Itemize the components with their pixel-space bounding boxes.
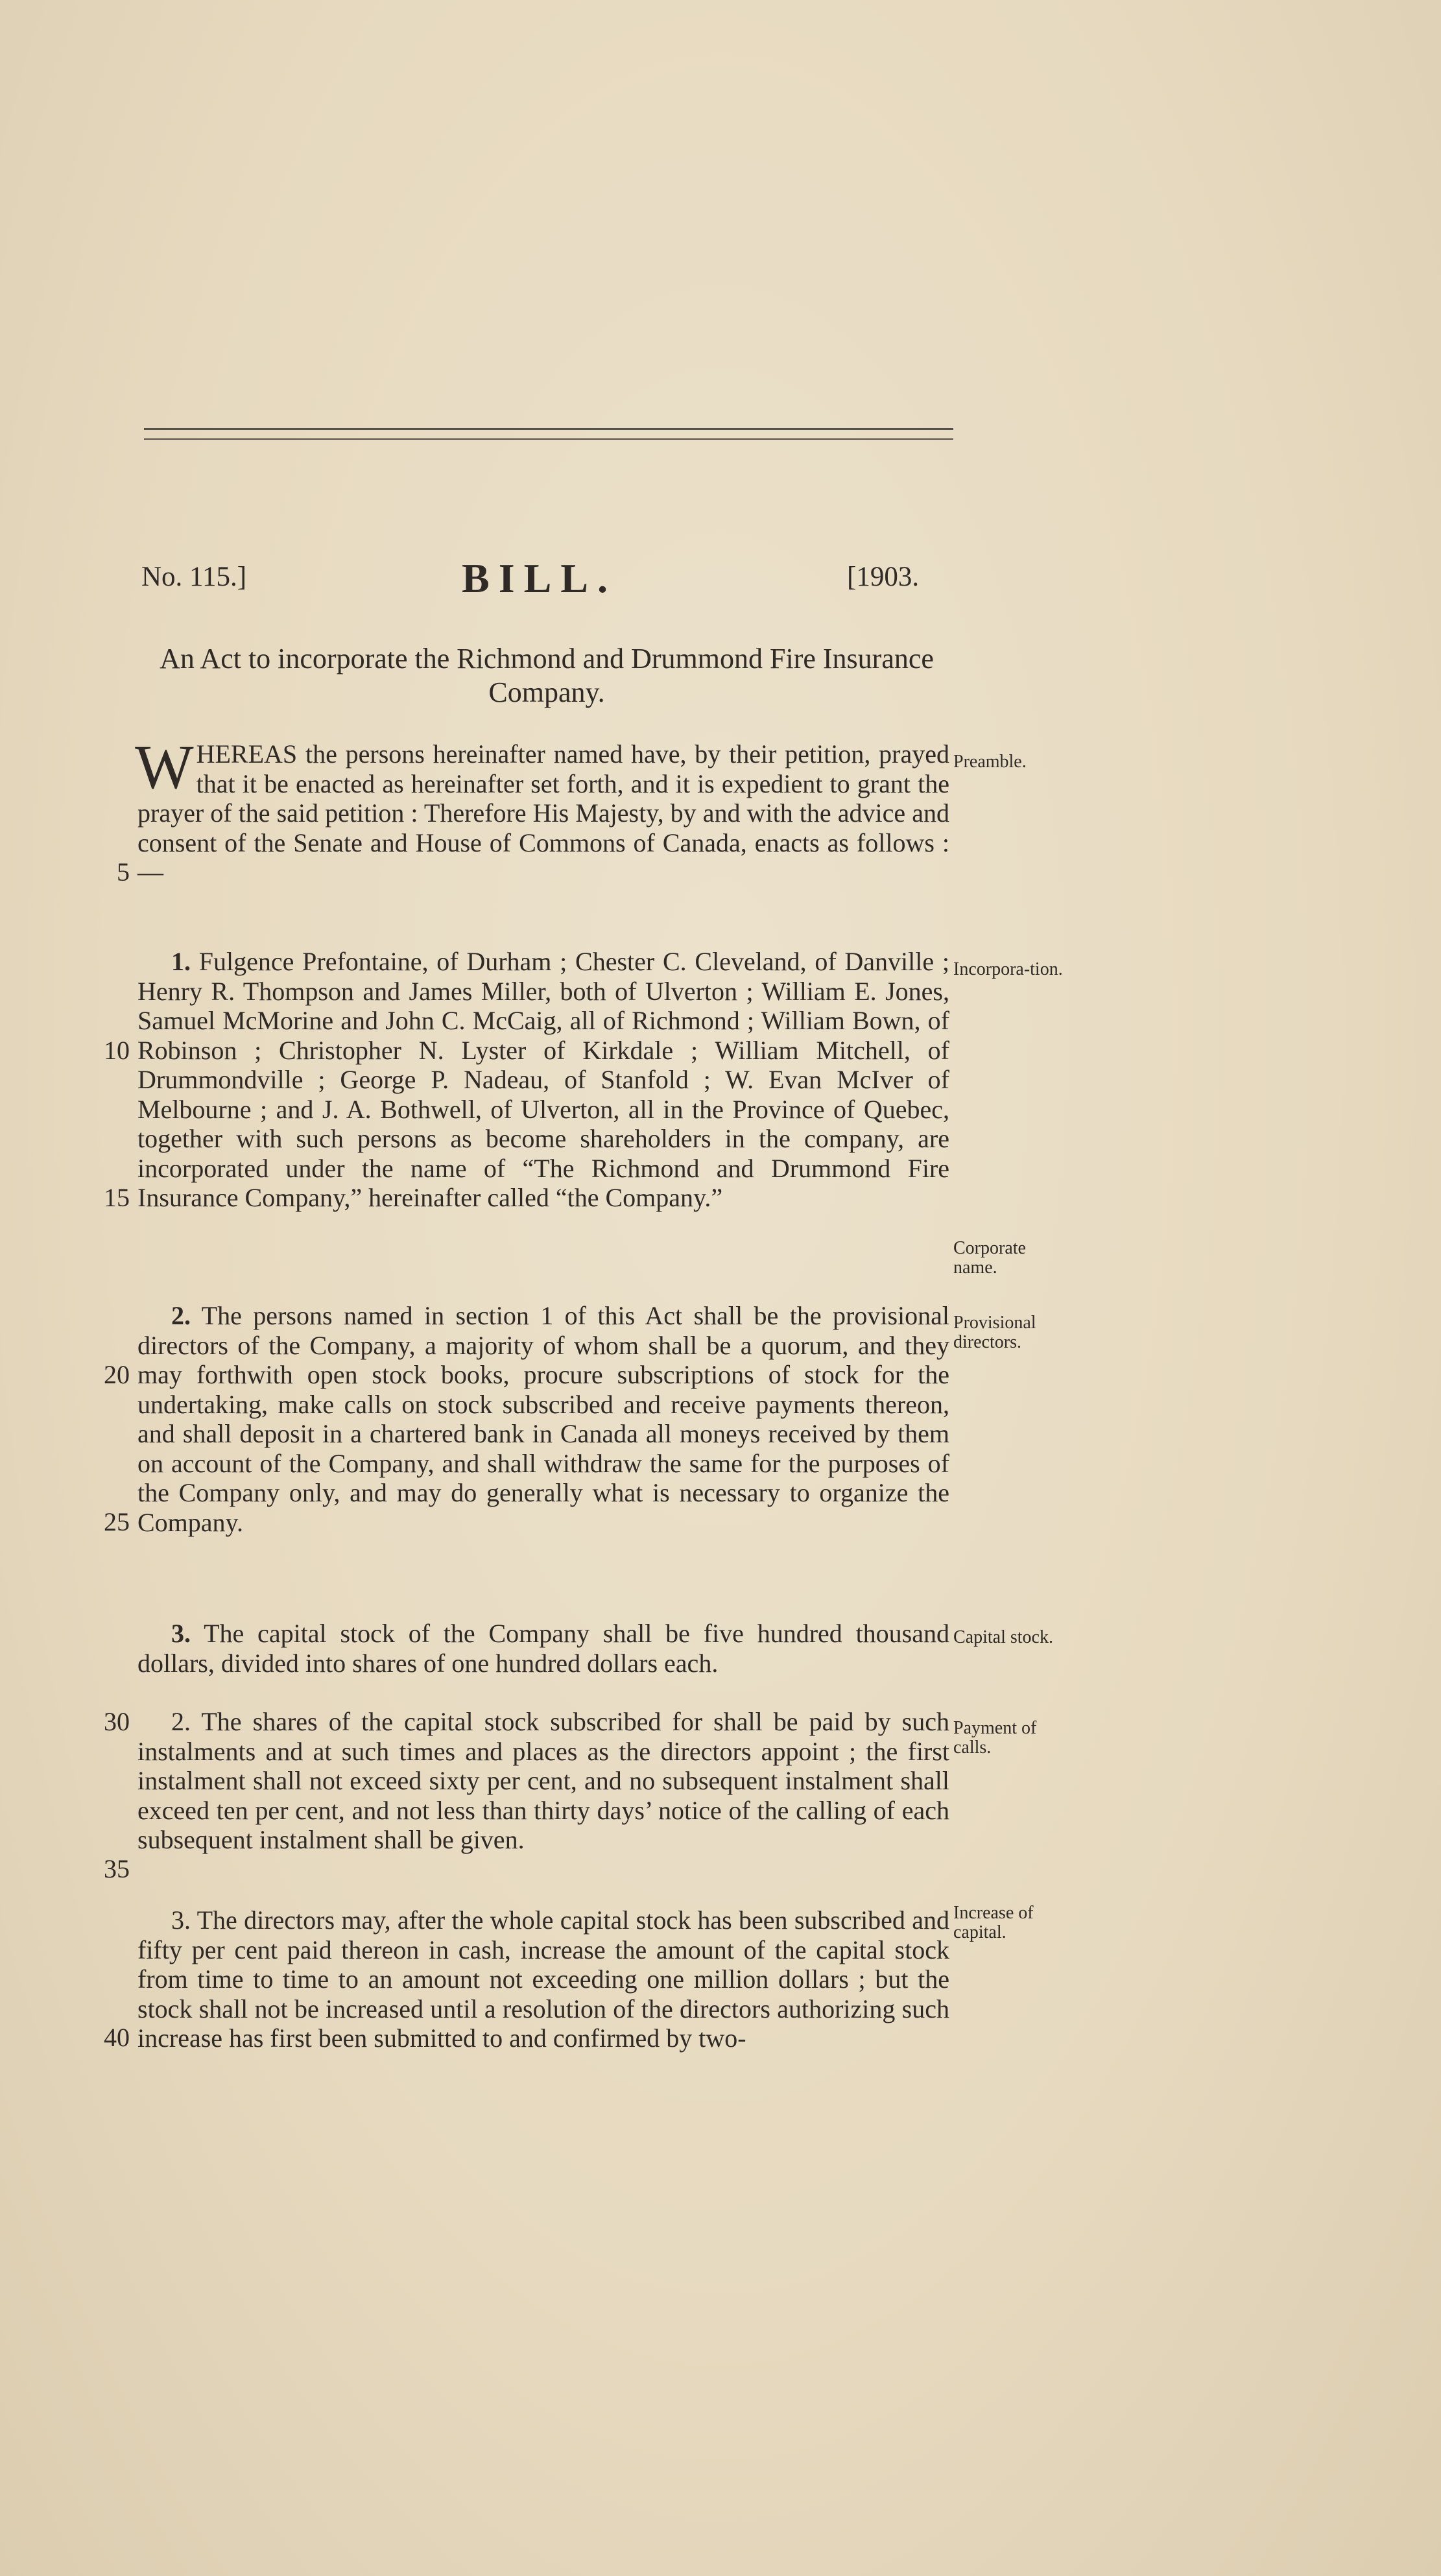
bill-number: No. 115.] <box>141 562 247 592</box>
top-rule-thin <box>144 438 953 440</box>
line-number: 10 <box>104 1036 130 1065</box>
section-3 <box>137 1619 949 1678</box>
margin-note-incorporation: Incorpora-tion. <box>953 959 1063 979</box>
subsection-2 <box>137 1707 949 1855</box>
line-number: 40 <box>104 2023 130 2052</box>
subsection-text: 2. The shares of the capital stock subscribed for shall be paid by such instalments and at such times and places as the directors appoint ; the first instalment shall not exceed sixty per cent, and no subsequent instalment shall exceed ten per cent, and not less than thirty days’ notice of the calling of each subsequent instalment shall be given. <box>137 1707 949 1854</box>
line-number: 30 <box>104 1707 130 1736</box>
top-rule <box>144 428 953 430</box>
section-number: 2. <box>171 1301 191 1330</box>
section-1 <box>137 947 949 1213</box>
bill-header <box>0 555 1441 606</box>
margin-note-corporate-name: Corporate name. <box>953 1238 1026 1278</box>
bill-year: [1903. <box>847 562 920 592</box>
line-number: 35 <box>104 1854 130 1883</box>
section-text: Fulgence Prefontaine, of Durham ; Chester C. Cleveland, of Danville ; Henry R. Thompson and James Miller, both of Ulverton ; William E. Jones, Samuel McMorine and John C. McCaig, all of Richmond ; William Bown, of Robinson ; Christopher N. Lyster of Kirkdale ; William Mitchell, of Drummondville ; George P. Nadeau, of Stanfold ; W. Evan McIver of Melbourne ; and J. A. Bothwell, of Ulverton, all in the Province of Quebec, together with such persons as become shareholders in the company, are incorporated under the name of “The Richmond and Drummond Fire Insurance Company,” hereinafter called “the Company.” <box>137 947 949 1212</box>
line-number: 25 <box>104 1507 130 1536</box>
section-text: The persons named in section 1 of this Act shall be the provisional directors of the Company, a majority of whom shall be a quorum, and they may forthwith open stock books, procure subscriptions of stock for the undertaking, make calls on stock subscribed and receive payments thereon, and shall deposit in a chartered bank in Canada all moneys received by them on account of the Company, and shall withdraw the same for the purposes of the Company only, and may do generally what is necessary to organize the Company. <box>137 1301 949 1537</box>
margin-note-preamble: Preamble. <box>953 752 1027 772</box>
drop-cap: W <box>135 732 194 802</box>
line-number: 20 <box>104 1360 130 1389</box>
section-number: 1. <box>171 947 191 976</box>
margin-note-payment-of-calls: Payment of calls. <box>953 1718 1037 1758</box>
preamble <box>135 732 949 887</box>
margin-note-provisional-directors: Provisional directors. <box>953 1313 1036 1352</box>
act-title: An Act to incorporate the Richmond and Drummond Fire Insurance Company. <box>160 643 934 708</box>
margin-note-increase-of-capital: Increase of capital. <box>953 1903 1034 1942</box>
section-text: The capital stock of the Company shall be five hundred thousand dollars, divided into shares of one hundred dollars each. <box>137 1619 949 1678</box>
bill-title: BILL. <box>462 555 617 601</box>
section-number: 3. <box>171 1619 191 1648</box>
line-number: 5 <box>117 857 130 887</box>
margin-note-capital-stock: Capital stock. <box>953 1627 1053 1647</box>
section-2 <box>137 1301 949 1537</box>
preamble-text: HEREAS the persons hereinafter named have, by their petition, prayed that it be enacted as hereinafter set forth, and it is expedient to grant the prayer of the said petition : Therefore His Majesty, by and with the advice and consent of the Senate and House of Commons of Canada, enacts as follows :— <box>137 739 949 887</box>
line-number: 15 <box>104 1183 130 1212</box>
subsection-text: 3. The directors may, after the whole capital stock has been subscribed and fifty per cent paid thereon in cash, increase the amount of the capital stock from time to time to an amount not exceeding one million dollars ; but the stock shall not be increased until a resolution of the directors authorizing such increase has first been submitted to and confirmed by two- <box>137 1905 949 2053</box>
subsection-3 <box>137 1905 949 2053</box>
